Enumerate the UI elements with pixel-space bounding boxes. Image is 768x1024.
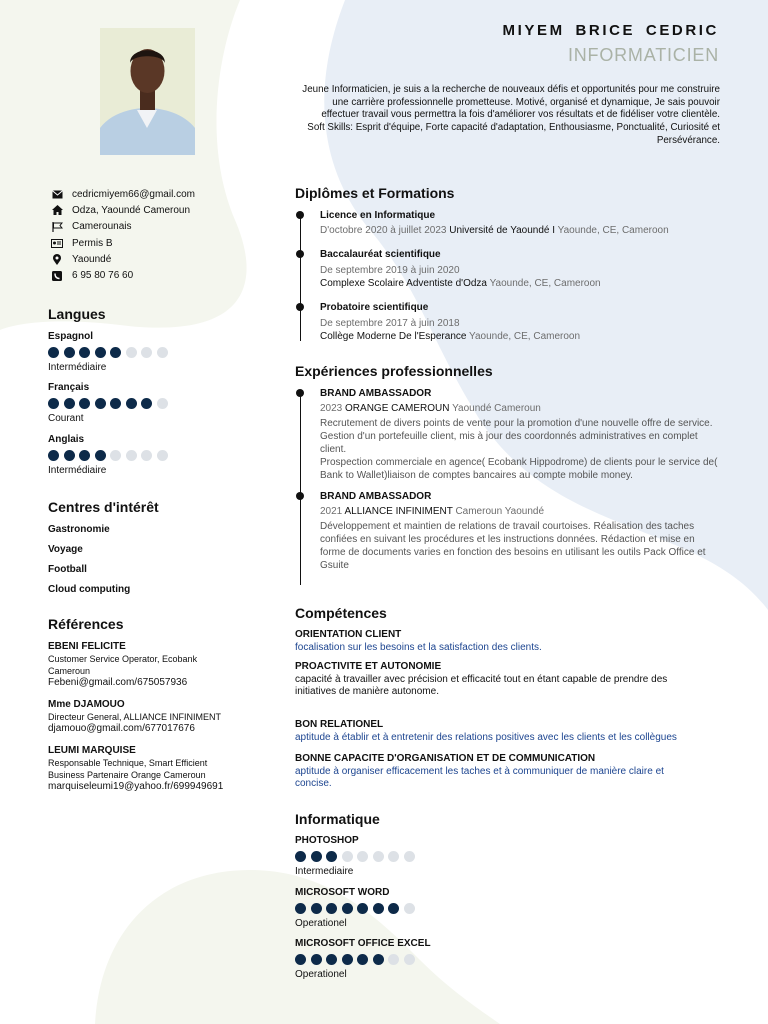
contact-phone-text: 6 95 80 76 60 <box>72 270 134 282</box>
experience-title: BRAND AMBASSADOR <box>320 491 432 502</box>
experience-year: 2023 <box>320 403 343 414</box>
experience-title: BRAND AMBASSADOR <box>320 388 432 399</box>
education-title: Probatoire scientifique <box>320 302 429 313</box>
education-entry <box>295 248 725 290</box>
rating-dot-empty <box>126 450 137 461</box>
software-name: PHOTOSHOP <box>295 835 359 846</box>
software-level: Operationel <box>295 969 347 980</box>
contact-nationality <box>50 219 270 235</box>
education-dates: De septembre 2019 à juin 2020 <box>320 265 460 276</box>
rating-dot-filled <box>126 398 137 409</box>
timeline-bullet <box>296 211 304 219</box>
education-entry <box>295 301 725 343</box>
language-name: Anglais <box>48 434 85 445</box>
rating-dot-empty <box>404 851 415 862</box>
language-item-anglais <box>48 434 248 476</box>
experience-entry <box>295 387 720 482</box>
experience-desc-line: Développement et maintien de relations de travail courtoises. Réalisation des taches confiées en suivant les procédures et les instructions données. Rédaction et mise en forme de documents varies en fonction des besoins en utilisant les outils Pack Office et Gsuite <box>320 521 706 571</box>
rating-dot-empty <box>404 903 415 914</box>
skill-desc: aptitude à établir et à entretenir des relations positives avec les clients et les collègues <box>295 731 677 743</box>
language-level: Intermédiaire <box>48 465 107 476</box>
contact-address-text: Odza, Yaoundé Cameroun <box>72 204 191 216</box>
home-icon <box>50 204 64 216</box>
rating-dot-empty <box>157 347 168 358</box>
software-level-dots <box>295 851 595 862</box>
id-card-icon <box>50 237 64 249</box>
contact-phone[interactable] <box>50 267 270 283</box>
education-place: Yaounde, CE, Cameroon <box>469 331 581 342</box>
rating-dot-filled <box>64 398 75 409</box>
education-school: Collège Moderne De l'Esperance <box>320 331 467 342</box>
experience-place: Cameroun Yaoundé <box>455 506 545 517</box>
education-timeline <box>295 209 725 343</box>
interest-item: Voyage <box>48 544 83 555</box>
reference-contact[interactable]: Febeni@gmail.com/675057936 <box>48 677 188 688</box>
reference-role: Customer Service Operator, Ecobank Cameroun <box>48 654 198 676</box>
language-level-dots <box>48 347 248 358</box>
skill-desc: focalisation sur les besoins et la satisfaction des clients. <box>295 641 542 653</box>
soft-skills-text: Soft Skills: Esprit d'équipe, Forte capacité d'adaptation, Enthousiasme, Ponctualité, Curiosité et Persévérance. <box>307 122 720 146</box>
interest-item: Gastronomie <box>48 524 110 535</box>
timeline-bullet <box>296 303 304 311</box>
rating-dot-filled <box>48 347 59 358</box>
rating-dot-empty <box>141 450 152 461</box>
experience-place: Yaoundé Cameroun <box>452 403 541 414</box>
skill-name: PROACTIVITE ET AUTONOMIE <box>295 661 442 672</box>
rating-dot-filled <box>64 450 75 461</box>
rating-dot-filled <box>95 450 106 461</box>
reference-item <box>48 699 258 735</box>
skill-item <box>295 719 715 744</box>
phone-icon <box>50 270 64 282</box>
rating-dot-filled <box>110 398 121 409</box>
education-heading: Diplômes et Formations <box>295 185 455 201</box>
software-level-dots <box>295 903 595 914</box>
rating-dot-empty <box>404 954 415 965</box>
language-level-dots <box>48 398 248 409</box>
rating-dot-empty <box>342 851 353 862</box>
timeline-bullet <box>296 389 304 397</box>
software-name: MICROSOFT OFFICE EXCEL <box>295 938 431 949</box>
skill-desc: aptitude à organiser efficacement les taches et à communiquer de manière claire et concise. <box>295 765 664 789</box>
experience-year: 2021 <box>320 506 343 517</box>
skill-item <box>295 661 695 699</box>
languages-heading: Langues <box>48 306 106 322</box>
contact-email-text: cedricmiyem66@gmail.com <box>72 188 195 200</box>
experience-desc-line: Recrutement de divers points de vente pour la promotion d'une nouvelle offre de service. <box>320 418 713 429</box>
education-dates: D'octobre 2020 à juillet 2023 <box>320 225 447 236</box>
contact-city-text: Yaoundé <box>72 253 112 265</box>
rating-dot-empty <box>157 398 168 409</box>
reference-contact[interactable]: marquiseleumi19@yahoo.fr/699949691 <box>48 781 224 792</box>
reference-contact[interactable]: djamouo@gmail.com/677017676 <box>48 723 195 734</box>
rating-dot-empty <box>157 450 168 461</box>
job-title: INFORMATICIEN <box>567 45 719 65</box>
contact-nationality-text: Camerounais <box>72 221 132 233</box>
profile-photo <box>100 28 195 155</box>
rating-dot-filled <box>357 903 368 914</box>
rating-dot-filled <box>141 398 152 409</box>
experience-heading: Expériences professionnelles <box>295 363 493 379</box>
rating-dot-filled <box>79 398 90 409</box>
references-heading: Références <box>48 616 124 632</box>
reference-name: LEUMI MARQUISE <box>48 745 136 756</box>
language-level-dots <box>48 450 248 461</box>
language-level: Courant <box>48 413 84 424</box>
reference-role: Directeur General, ALLIANCE INFINIMENT <box>48 712 222 722</box>
education-place: Yaounde, CE, Cameroon <box>489 278 601 289</box>
candidate-name: MIYEM BRICE CEDRIC <box>502 22 719 39</box>
rating-dot-filled <box>326 851 337 862</box>
contact-list <box>50 186 270 284</box>
rating-dot-filled <box>342 903 353 914</box>
interests-list <box>48 524 248 604</box>
experience-desc-line: Gestion d'un portefeuille client, mis à jour des coordonnés administratives en complet client. <box>320 431 698 455</box>
interest-item: Football <box>48 564 87 575</box>
rating-dot-filled <box>373 954 384 965</box>
rating-dot-filled <box>373 903 384 914</box>
rating-dot-filled <box>326 954 337 965</box>
location-pin-icon <box>50 253 64 265</box>
rating-dot-empty <box>110 450 121 461</box>
flag-icon <box>50 221 64 233</box>
summary-text: Jeune Informaticien, je suis a la recherche de nouveaux défis et opportunités pour me construire une carrière professionnelle prometteuse. Motivé, organisé et dynamique, Je sais pouvoir effectuer travail vous permettra la fois d'améliorer vos résultats et de fidéliser votre clientèle. <box>302 84 720 121</box>
skill-name: ORIENTATION CLIENT <box>295 629 402 640</box>
rating-dot-filled <box>79 347 90 358</box>
education-place: Yaounde, CE, Cameroon <box>557 225 669 236</box>
education-title: Licence en Informatique <box>320 210 436 221</box>
interest-item: Cloud computing <box>48 584 131 595</box>
rating-dot-filled <box>95 398 106 409</box>
rating-dot-filled <box>295 903 306 914</box>
contact-city <box>50 251 270 267</box>
rating-dot-empty <box>373 851 384 862</box>
experience-desc-line: Prospection commerciale en agence( Ecobank Hippodrome) de clients pour le service de( Bank to Wallet)liaison de comptes bancaires au compte mobile money. <box>320 457 718 481</box>
rating-dot-filled <box>311 851 322 862</box>
language-name: Espagnol <box>48 331 94 342</box>
rating-dot-empty <box>388 954 399 965</box>
skill-name: BONNE CAPACITE D'ORGANISATION ET DE COMMUNICATION <box>295 753 596 764</box>
education-title: Baccalauréat scientifique <box>320 249 441 260</box>
education-school: Complexe Scolaire Adventiste d'Odza <box>320 278 487 289</box>
experience-company: ALLIANCE INFINIMENT <box>344 506 453 517</box>
skill-name: BON RELATIONEL <box>295 719 384 730</box>
computing-item <box>295 938 595 980</box>
education-school: Université de Yaoundé I <box>449 225 556 236</box>
language-item-espagnol <box>48 331 248 373</box>
contact-address <box>50 202 270 218</box>
language-level: Intermédiaire <box>48 362 107 373</box>
rating-dot-filled <box>79 450 90 461</box>
experience-company: ORANGE CAMEROUN <box>345 403 450 414</box>
rating-dot-filled <box>64 347 75 358</box>
rating-dot-filled <box>357 954 368 965</box>
language-name: Français <box>48 382 90 393</box>
rating-dot-filled <box>326 903 337 914</box>
reference-name: Mme DJAMOUO <box>48 699 125 710</box>
rating-dot-empty <box>141 347 152 358</box>
rating-dot-filled <box>48 398 59 409</box>
rating-dot-filled <box>48 450 59 461</box>
rating-dot-filled <box>295 954 306 965</box>
computing-item <box>295 887 595 929</box>
profile-summary <box>294 84 720 148</box>
mail-icon <box>50 188 64 200</box>
reference-role: Responsable Technique, Smart Efficient Business Partenaire Orange Cameroun <box>48 758 208 780</box>
software-name: MICROSOFT WORD <box>295 887 390 898</box>
rating-dot-empty <box>388 851 399 862</box>
education-dates: De septembre 2017 à juin 2018 <box>320 318 460 329</box>
rating-dot-filled <box>311 903 322 914</box>
computing-item <box>295 835 595 877</box>
rating-dot-filled <box>342 954 353 965</box>
rating-dot-empty <box>357 851 368 862</box>
skill-item <box>295 753 695 791</box>
rating-dot-filled <box>110 347 121 358</box>
computing-heading: Informatique <box>295 811 380 827</box>
contact-license-text: Permis B <box>72 237 113 249</box>
rating-dot-filled <box>311 954 322 965</box>
contact-license <box>50 235 270 251</box>
skills-heading: Compétences <box>295 605 387 621</box>
experience-entry <box>295 490 720 572</box>
software-level-dots <box>295 954 595 965</box>
interests-heading: Centres d'intérêt <box>48 499 159 515</box>
rating-dot-filled <box>95 347 106 358</box>
software-level: Operationel <box>295 918 347 929</box>
timeline-bullet <box>296 250 304 258</box>
reference-item <box>48 641 228 689</box>
skill-desc: capacité à travailler avec précision et efficacité tout en étant capable de prendre des initiatives de manière autonome. <box>295 673 668 697</box>
contact-email[interactable] <box>50 186 270 202</box>
experience-timeline <box>295 387 720 572</box>
rating-dot-empty <box>126 347 137 358</box>
software-level: Intermediaire <box>295 866 354 877</box>
education-entry <box>295 209 725 237</box>
language-item-francais <box>48 382 248 424</box>
reference-item <box>48 745 228 793</box>
rating-dot-filled <box>295 851 306 862</box>
timeline-bullet <box>296 492 304 500</box>
reference-name: EBENI FELICITE <box>48 641 126 652</box>
skill-item <box>295 629 715 654</box>
rating-dot-filled <box>388 903 399 914</box>
